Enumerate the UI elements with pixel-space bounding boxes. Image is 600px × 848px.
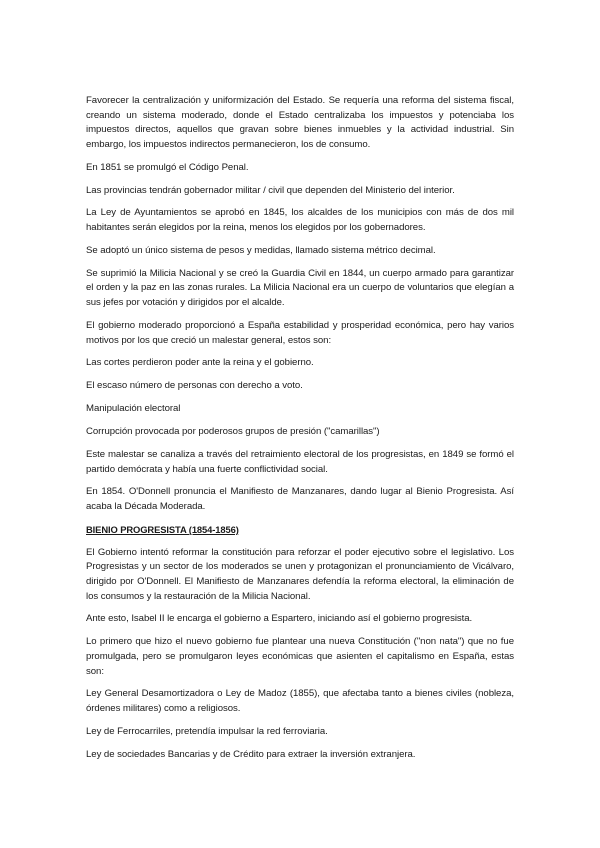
paragraph-vicalvaro: El Gobierno intentó reformar la constitución para reforzar el poder ejecutivo sobre el legislativo. Los Progresistas y un sector de los moderados se unen y protagonizan el pronunciamiento de Vicálvaro, dirigido por O'Donnell. El Manifiesto de Manzanares defendía la reforma electoral, la eliminación de los consumos y la restauración de la Milicia Nacional.	[86, 546, 514, 602]
section-heading-bienio: BIENIO PROGRESISTA (1854-1856)	[86, 523, 239, 535]
paragraph-retraimiento: Este malestar se canaliza a través del retraimiento electoral de los progresistas, en 1849 se formó el partido demócrata y había una fuerte conflictividad social.	[86, 448, 514, 475]
paragraph-non-nata: Lo primero que hizo el nuevo gobierno fue plantear una nueva Constitución ("non nata") que no fue promulgada, pero se promulgaron leyes económicas que asienten el capitalismo en España, estas son:	[86, 636, 514, 677]
paragraph-guardia-civil: Se suprimió la Milicia Nacional y se creó la Guardia Civil en 1844, un cuerpo armado para garantizar el orden y la paz en las zonas rurales. La Milicia Nacional era un cuerpo de voluntarios que elegían a sus jefes por votación y dirigidos por el alcalde.	[86, 267, 514, 309]
paragraph-ayuntamientos: La Ley de Ayuntamientos se aprobó en 1845, los alcaldes de los municipios con más de dos mil habitantes serán elegidos por la reina, menos los elegidos por los gobernadores.	[86, 207, 514, 234]
paragraph-espartero: Ante esto, Isabel II le encarga el gobierno a Espartero, iniciando así el gobierno progresista.	[86, 613, 473, 625]
paragraph-ferrocarriles: Ley de Ferrocarriles, pretendía impulsar la red ferroviaria.	[86, 725, 328, 737]
paragraph-fiscal-reform: Favorecer la centralización y uniformización del Estado. Se requería una reforma del sistema fiscal, creando un sistema moderado, donde el Estado centralizaba los impuestos y potenciaba los impuestos directos, aquellos que gravan sobre bienes inmuebles y la actividad industrial. Sin embargo, los impuestos indirectos permanecieron, los de consumo.	[86, 95, 514, 150]
paragraph-metric-system: Se adoptó un único sistema de pesos y medidas, llamado sistema métrico decimal.	[86, 244, 436, 256]
paragraph-voto: El escaso número de personas con derecho a voto.	[86, 380, 303, 392]
paragraph-corrupcion: Corrupción provocada por poderosos grupos de presión ("camarillas")	[86, 426, 380, 438]
paragraph-malestar: El gobierno moderado proporcionó a España estabilidad y prosperidad económica, pero hay varios motivos por los que creció un malestar general, estos son:	[86, 319, 514, 346]
paragraph-provinces: Las provincias tendrán gobernador militar / civil que dependen del Ministerio del interior.	[86, 184, 455, 196]
paragraph-cortes: Las cortes perdieron poder ante la reina y el gobierno.	[86, 357, 314, 369]
paragraph-madoz: Ley General Desamortizadora o Ley de Madoz (1855), que afectaba tanto a bienes civiles (nobleza, órdenes militares) como a religiosos.	[86, 688, 514, 715]
paragraph-bancarias: Ley de sociedades Bancarias y de Crédito para extraer la inversión extranjera.	[86, 748, 416, 760]
paragraph-penal-code: En 1851 se promulgó el Código Penal.	[86, 161, 249, 173]
paragraph-manzanares: En 1854. O'Donnell pronuncia el Manifiesto de Manzanares, dando lugar al Bienio Progresista. Así acaba la Década Moderada.	[86, 486, 514, 513]
paragraph-manipulacion: Manipulación electoral	[86, 403, 181, 415]
document-page	[86, 94, 514, 771]
